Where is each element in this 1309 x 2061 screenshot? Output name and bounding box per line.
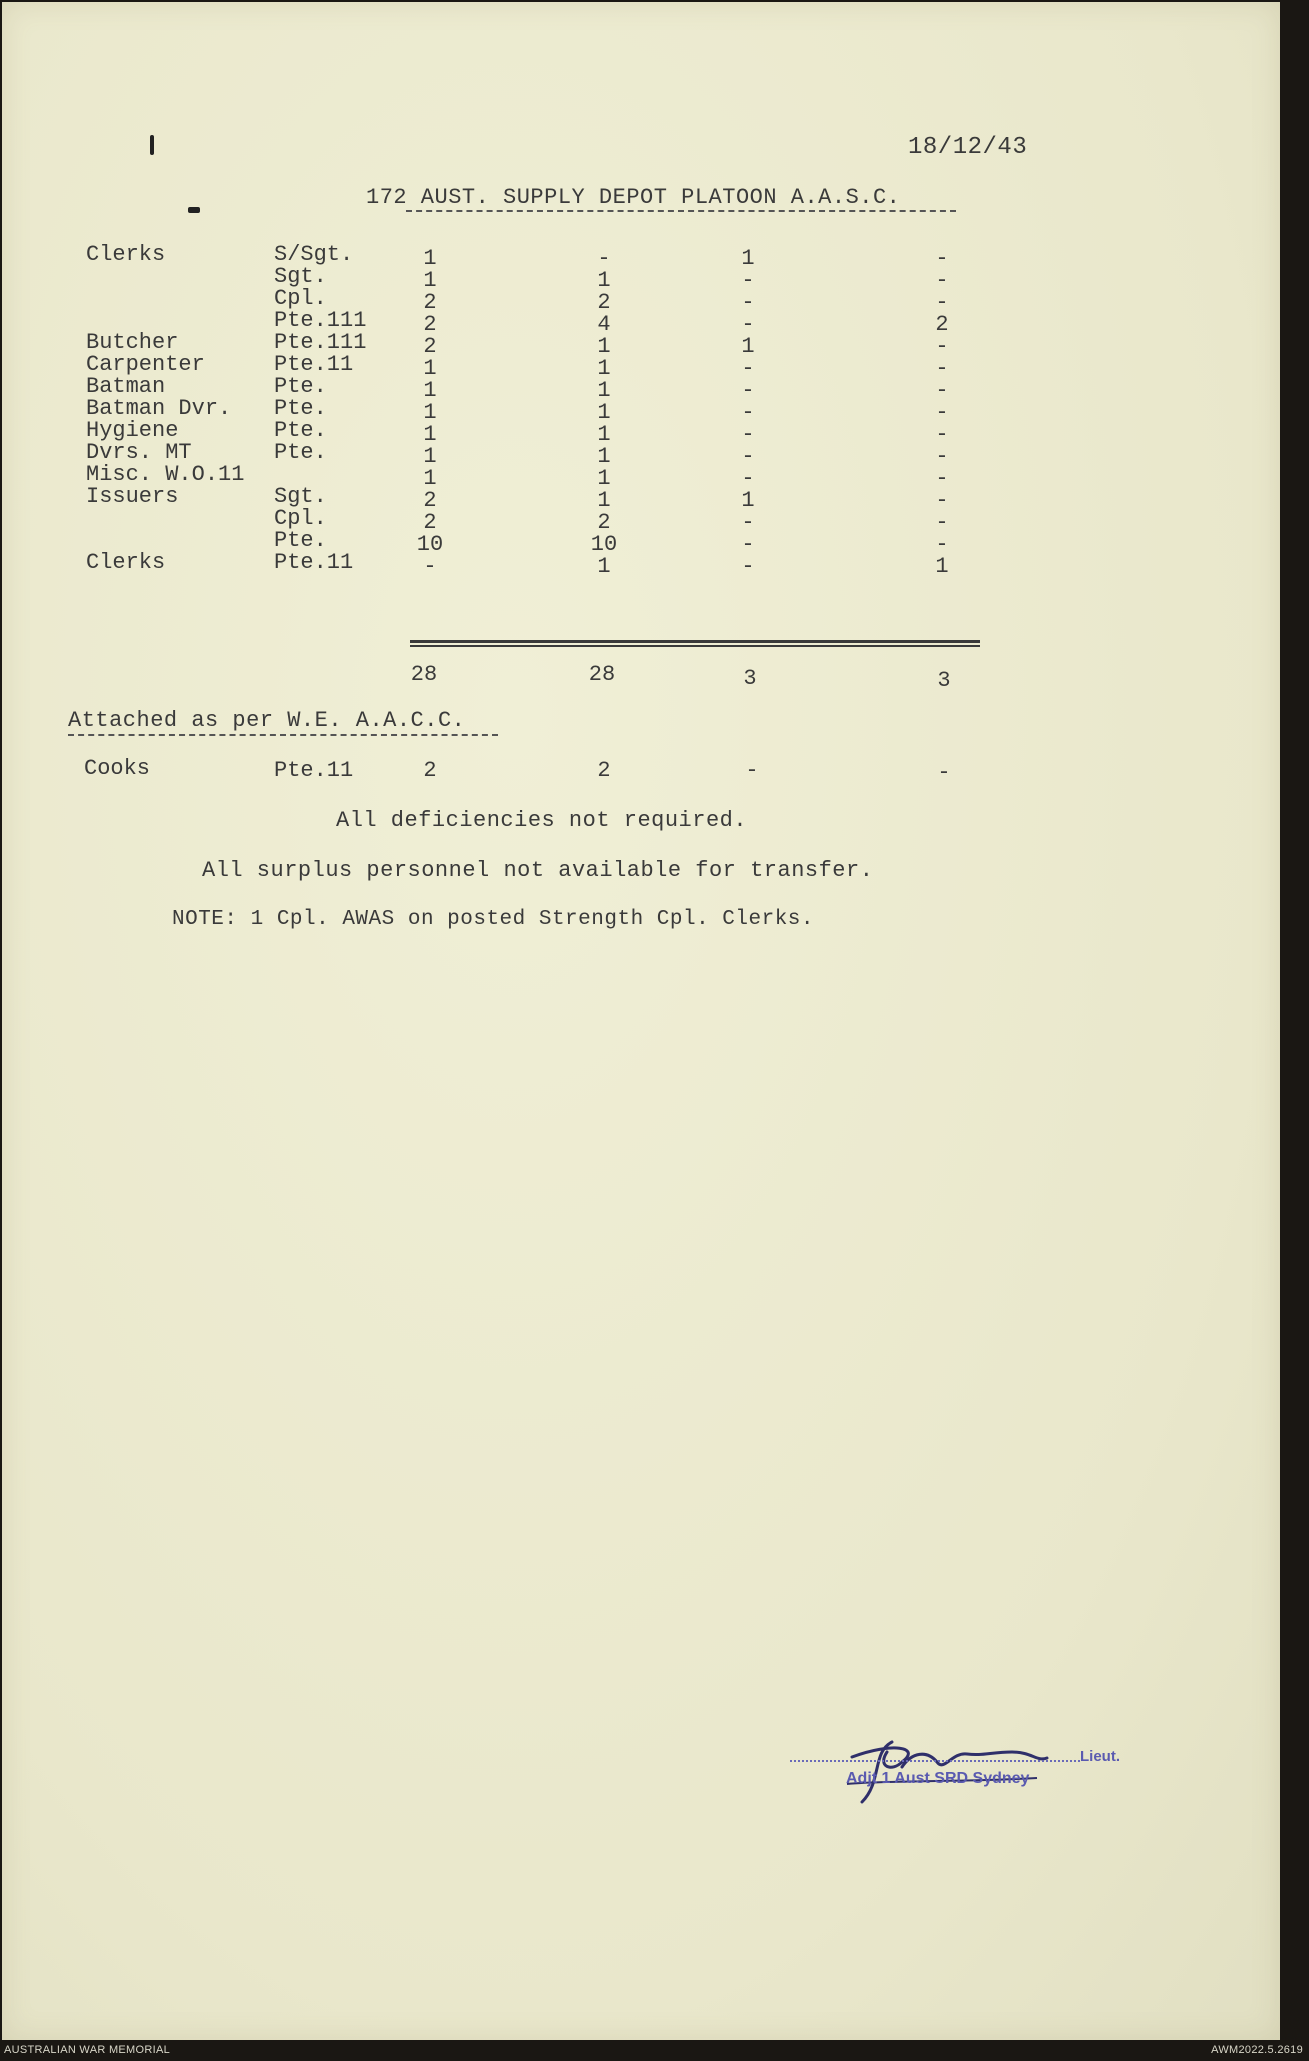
row-rank: Pte.11 (274, 352, 354, 377)
row-col4: 1 (935, 554, 949, 579)
row-col4: 2 (935, 312, 949, 337)
row-col2: 4 (597, 312, 611, 337)
row-col2: 1 (597, 444, 611, 469)
row-col3: 1 (741, 246, 755, 271)
attached-cell: 2 (423, 758, 437, 783)
document-date: 18/12/43 (908, 134, 1028, 161)
total-cell: 3 (937, 668, 951, 693)
row-col2: 1 (597, 422, 611, 447)
row-col2: 10 (590, 532, 618, 557)
row-rank: Pte. (274, 374, 327, 399)
signature-rank: Lieut. (1080, 1748, 1120, 1765)
row-col1: 10 (416, 532, 444, 557)
row-role: Batman Dvr. (86, 396, 232, 421)
row-rank: Sgt. (274, 264, 327, 289)
row-role: Issuers (86, 484, 179, 509)
row-col1: - (423, 554, 437, 579)
totals-rule (410, 645, 980, 647)
row-col2: 1 (597, 554, 611, 579)
row-rank: Pte. (274, 440, 327, 465)
row-col4: - (935, 290, 949, 315)
row-col2: 1 (597, 268, 611, 293)
row-rank: Pte. (274, 528, 327, 553)
row-col3: - (741, 290, 755, 315)
row-col4: - (935, 444, 949, 469)
row-col2: 2 (597, 510, 611, 535)
signature-stamp: Adjt 1 Aust SRD Sydney (846, 1770, 1030, 1787)
row-col3: - (741, 312, 755, 337)
row-col3: - (741, 400, 755, 425)
row-col1: 1 (423, 268, 437, 293)
row-col2: - (597, 246, 611, 271)
row-col3: - (741, 378, 755, 403)
row-col3: - (741, 356, 755, 381)
signature-line (790, 1760, 1080, 1762)
attached-cell: 2 (597, 758, 611, 783)
row-col2: 1 (597, 334, 611, 359)
document-title: 172 AUST. SUPPLY DEPOT PLATOON A.A.S.C. (366, 185, 901, 210)
row-col4: - (935, 356, 949, 381)
row-rank: Pte.111 (274, 330, 367, 355)
note-awas: NOTE: 1 Cpl. AWAS on posted Strength Cpl. Clerks. (172, 908, 815, 931)
row-col1: 1 (423, 466, 437, 491)
row-col2: 1 (597, 356, 611, 381)
row-col4: - (935, 510, 949, 535)
row-col4: - (935, 532, 949, 557)
attached-heading: Attached as per W.E. A.A.C.C. (68, 708, 466, 733)
row-col1: 2 (423, 510, 437, 535)
row-col4: - (935, 378, 949, 403)
row-role: Carpenter (86, 352, 205, 377)
row-col3: - (741, 422, 755, 447)
attached-cell: - (937, 760, 951, 785)
row-rank: Cpl. (274, 286, 327, 311)
row-col4: - (935, 422, 949, 447)
title-underline (406, 210, 956, 212)
row-col1: 2 (423, 488, 437, 513)
total-cell: 3 (743, 666, 757, 691)
row-col3: - (741, 466, 755, 491)
pin-mark (150, 135, 154, 155)
row-role: Dvrs. MT (86, 440, 192, 465)
row-rank: Pte.111 (274, 308, 367, 333)
row-col3: - (741, 444, 755, 469)
note-deficiencies: All deficiencies not required. (336, 808, 748, 833)
row-col4: - (935, 400, 949, 425)
row-rank: Sgt. (274, 484, 327, 509)
row-col1: 1 (423, 378, 437, 403)
row-col2: 1 (597, 488, 611, 513)
footer-left: AUSTRALIAN WAR MEMORIAL (4, 2044, 171, 2056)
row-role: Clerks (86, 242, 166, 267)
row-role: Hygiene (86, 418, 179, 443)
row-rank: S/Sgt. (274, 242, 354, 267)
row-role: Misc. W.O.11 (86, 462, 245, 487)
row-col3: - (741, 268, 755, 293)
row-col1: 2 (423, 334, 437, 359)
row-col2: 2 (597, 290, 611, 315)
row-col4: - (935, 488, 949, 513)
row-role: Clerks (86, 550, 166, 575)
row-role: Batman (86, 374, 166, 399)
row-col1: 1 (423, 356, 437, 381)
row-col1: 2 (423, 290, 437, 315)
row-col1: 2 (423, 312, 437, 337)
row-col4: - (935, 246, 949, 271)
row-col1: 1 (423, 422, 437, 447)
row-col3: - (741, 532, 755, 557)
row-rank: Pte. (274, 418, 327, 443)
row-col3: 1 (741, 488, 755, 513)
row-rank: Pte. (274, 396, 327, 421)
totals-rule (410, 640, 980, 643)
attached-rank: Pte.11 (274, 758, 354, 783)
row-col3: - (741, 554, 755, 579)
row-col1: 1 (423, 246, 437, 271)
row-col4: - (935, 466, 949, 491)
attached-cell: - (745, 758, 759, 783)
row-rank: Pte.11 (274, 550, 354, 575)
row-col4: - (935, 334, 949, 359)
row-col2: 1 (597, 378, 611, 403)
row-col3: 1 (741, 334, 755, 359)
total-cell: 28 (588, 662, 616, 687)
row-role: Butcher (86, 330, 179, 355)
attached-underline (68, 734, 498, 736)
row-col2: 1 (597, 466, 611, 491)
row-col1: 1 (423, 444, 437, 469)
row-col1: 1 (423, 400, 437, 425)
attached-role: Cooks (84, 756, 151, 781)
footer-right: AWM2022.5.2619 (1211, 2044, 1303, 2056)
total-cell: 28 (410, 662, 438, 687)
document-page (2, 2, 1280, 2040)
row-col3: - (741, 510, 755, 535)
row-col4: - (935, 268, 949, 293)
row-rank: Cpl. (274, 506, 327, 531)
note-surplus: All surplus personnel not available for transfer. (202, 858, 874, 883)
pin-mark (188, 207, 200, 213)
handwritten-signature (832, 1722, 1072, 1812)
row-col2: 1 (597, 400, 611, 425)
